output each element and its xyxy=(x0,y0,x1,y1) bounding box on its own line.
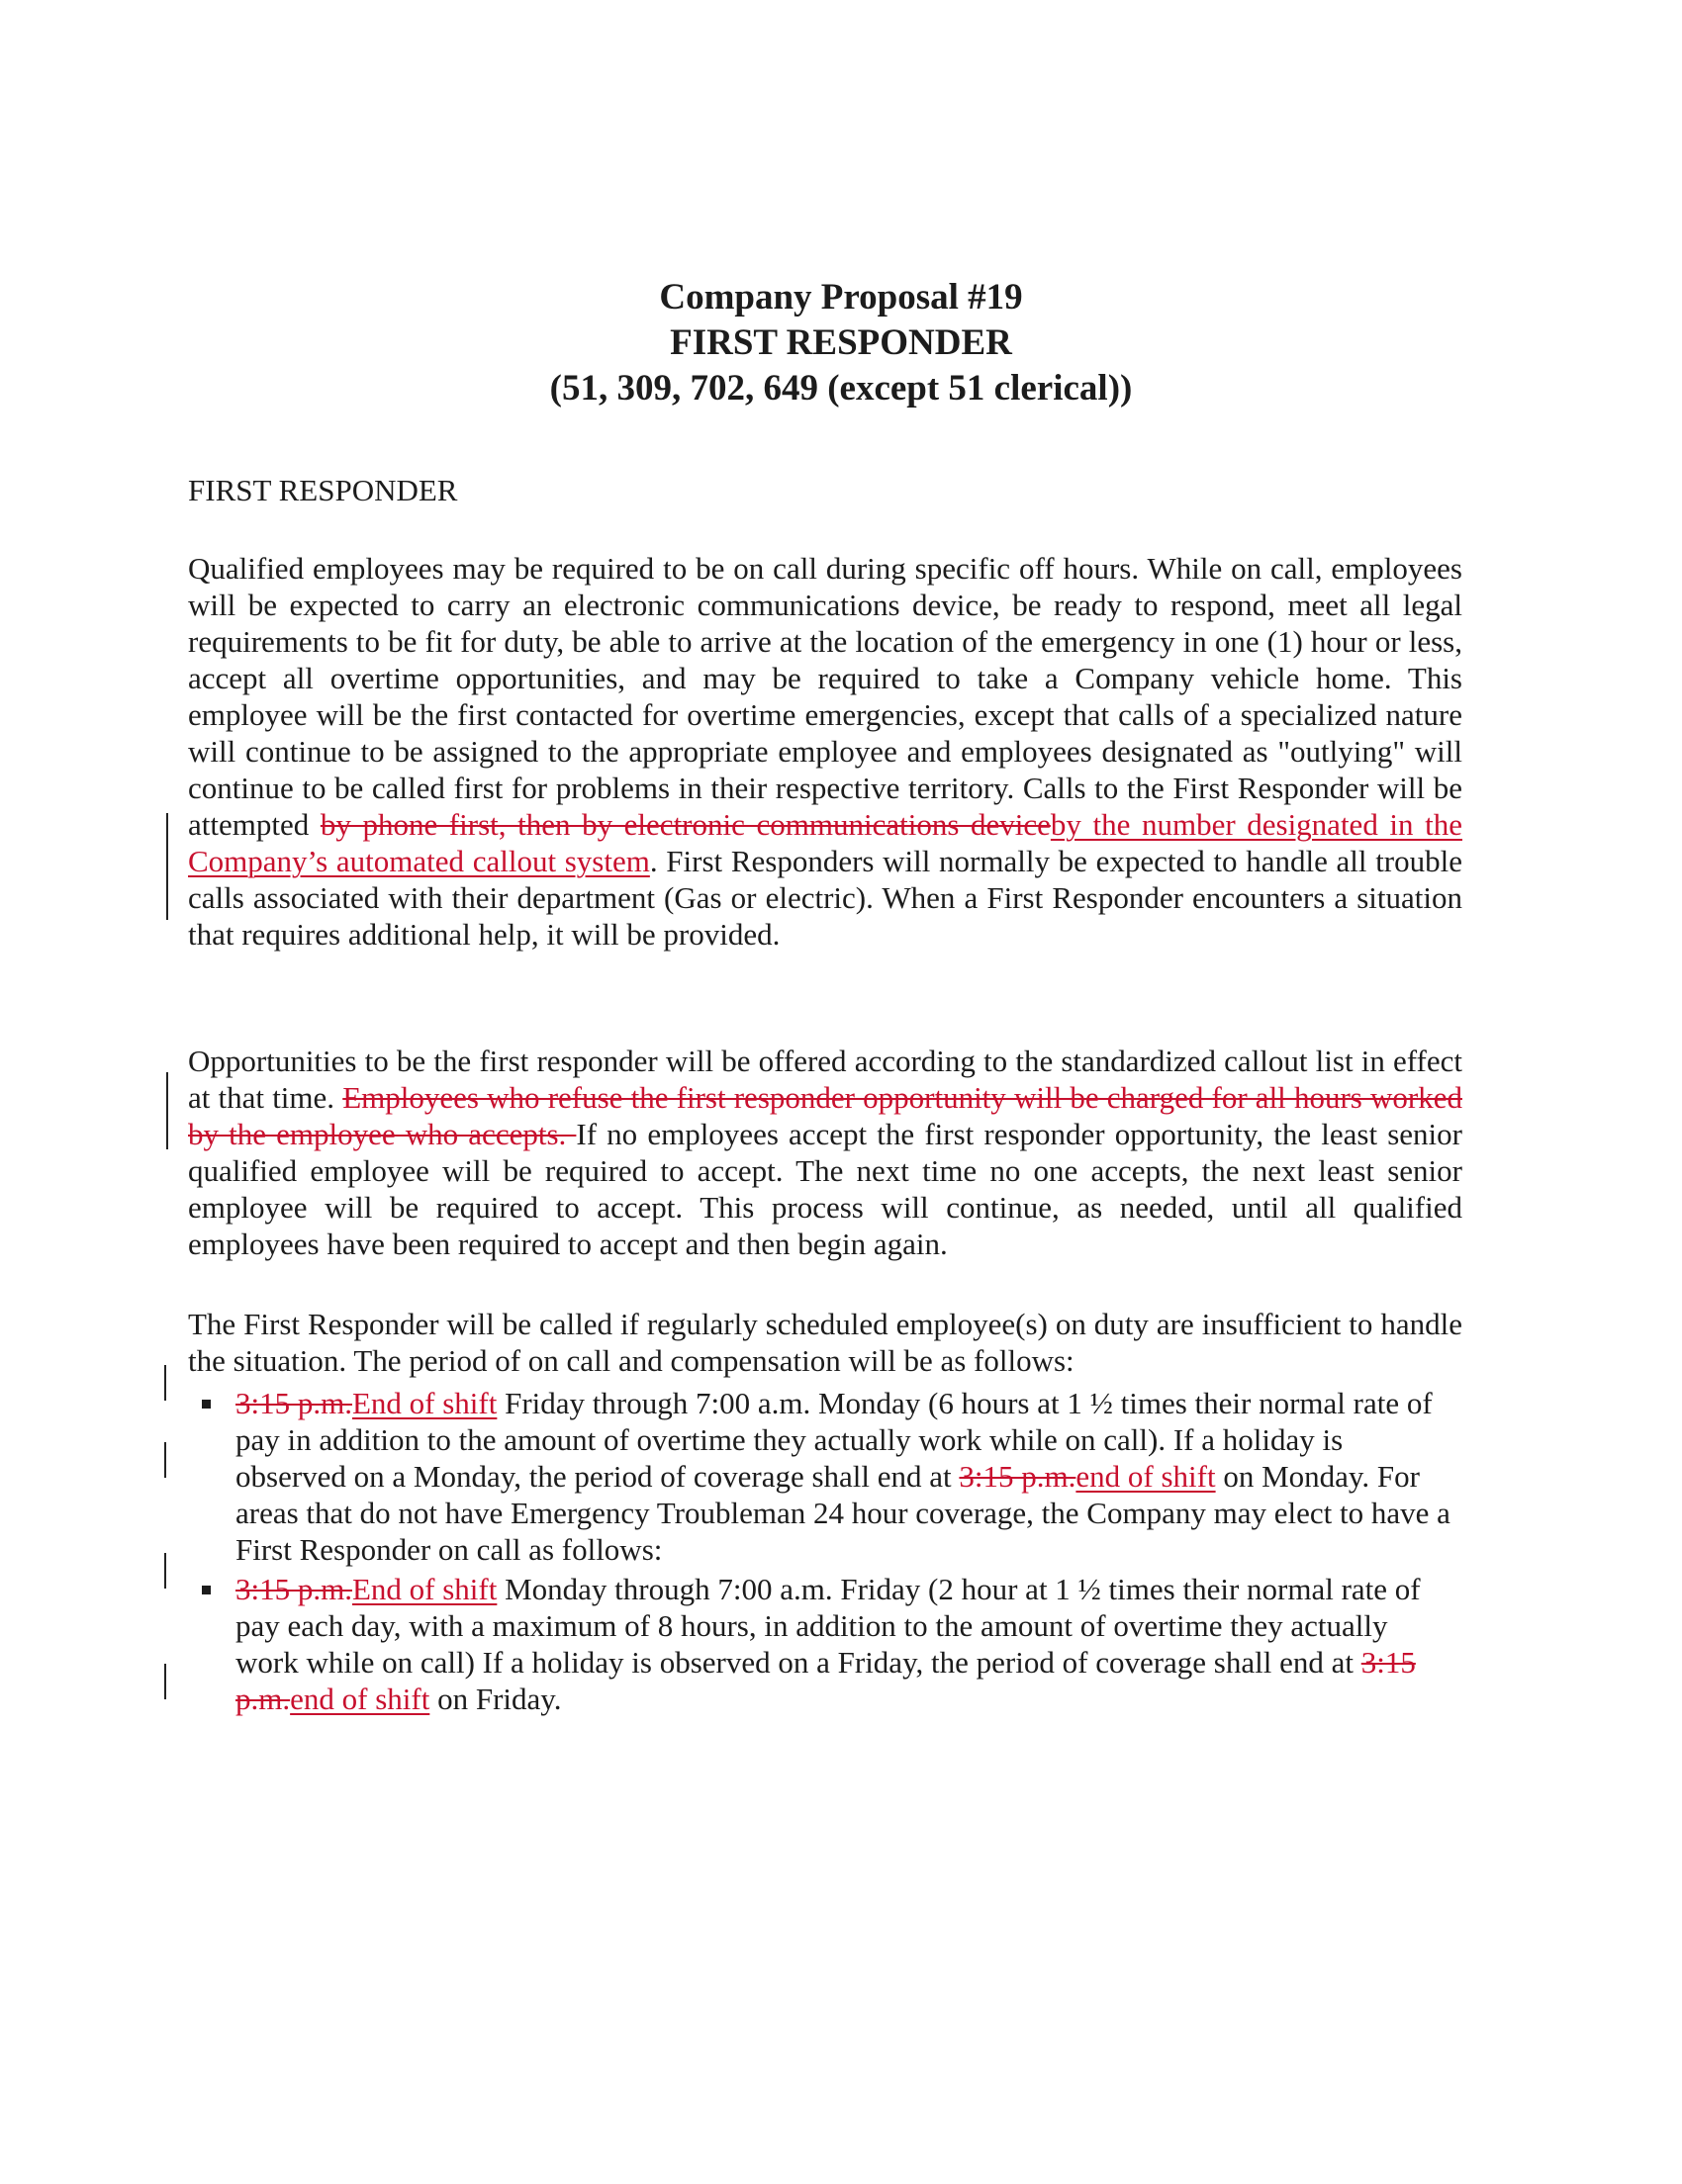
deleted-text: 3:15 p.m. xyxy=(235,1386,352,1420)
paragraph-compensation: The First Responder will be called if regularly scheduled employee(s) on duty are insufficient to handle the situation. The period of on call and compensation will be as follows: xyxy=(188,1307,1462,1378)
change-bar xyxy=(164,1442,166,1478)
inserted-text: end of shift xyxy=(1075,1459,1216,1494)
inserted-text: End of shift xyxy=(351,1386,498,1420)
bullet-weekend-coverage xyxy=(235,1385,1454,1568)
bullet-marker-icon xyxy=(202,1586,211,1594)
paragraph-on-call-requirements xyxy=(188,550,1462,953)
deleted-text: 3:15 p.m. xyxy=(235,1572,352,1606)
change-bar xyxy=(164,1553,166,1589)
inserted-text: by the number designated in the Company’s automated callout system xyxy=(188,807,1463,878)
deleted-text: Employees who refuse the first responder opportunity will be charged for all hours worked by the employee who accepts. xyxy=(188,1080,1462,1151)
title-line-1: Company Proposal #19 xyxy=(659,277,1023,318)
change-bar xyxy=(166,813,168,920)
paragraph-text: Opportunities to be the first responder will be offered according to the standardized callout list in effect at that time. xyxy=(188,1044,1462,1115)
deleted-text: 3:15 p.m. xyxy=(235,1645,1416,1716)
bullet-text: Monday through 7:00 a.m. Friday (2 hour at 1 ½ times their normal rate of pay each day, with a maximum of 8 hours, in addition to the amount of overtime they actually work while on call) If a holiday is observed on a Friday, the period of coverage shall end at xyxy=(235,1572,1421,1680)
paragraph-text: Qualified employees may be required to be on call during specific off hours. While on call, employees will be expected to carry an electronic communications device, be ready to respond, meet all legal requirements to be fit for duty, be able to arrive at the location of the emergency in one (1) hour or less, accept all overtime opportunities, and may be required to take a Company vehicle home. This employee will be the first contacted for overtime emergencies, except that calls of a specialized nature will continue to be assigned to the appropriate employee and employees designated as "outlying" will continue to be called first for problems in their respective territory. Calls to the First Responder will be attempted xyxy=(188,551,1462,842)
bullet-text: on Friday. xyxy=(429,1682,562,1716)
change-bar xyxy=(164,1664,166,1699)
bullet-marker-icon xyxy=(202,1400,211,1409)
change-bar xyxy=(166,1072,168,1149)
inserted-text: end of shift xyxy=(290,1682,430,1716)
change-bar xyxy=(164,1365,166,1401)
bullet-text: on Monday. For areas that do not have Emergency Troubleman 24 hour coverage, the Company may elect to have a First Responder on call as follows: xyxy=(235,1459,1450,1567)
deleted-text: 3:15 p.m. xyxy=(959,1459,1076,1494)
bullet-list xyxy=(235,1385,1454,1568)
paragraph-text: . First Responders will normally be expected to handle all trouble calls associated with their department (Gas or electric). When a First Responder encounters a situation that requires additional help, it will be provided. xyxy=(188,844,1463,952)
bullet-weekday-coverage xyxy=(235,1571,1454,1717)
paragraph-callout-list xyxy=(188,1043,1462,1262)
bullet-text: Friday through 7:00 a.m. Monday (6 hours at 1 ½ times their normal rate of pay in addition to the amount of overtime they actually work while on call). If a holiday is observed on a Monday, the period of coverage shall end at xyxy=(235,1386,1433,1494)
inserted-text: End of shift xyxy=(351,1572,498,1606)
section-heading: FIRST RESPONDER xyxy=(188,473,458,507)
document-title xyxy=(297,275,1385,411)
deleted-text: by phone first, then by electronic communications device xyxy=(320,807,1051,842)
title-line-3: (51, 309, 702, 649 (except 51 clerical)) xyxy=(549,368,1133,409)
paragraph-text: If no employees accept the first responder opportunity, the least senior qualified employee will be required to accept. The next time no one accepts, the next least senior employee will be required to accept. This process will continue, as needed, until all qualified employees have been required to accept and then begin again. xyxy=(188,1117,1462,1261)
title-line-2: FIRST RESPONDER xyxy=(670,322,1012,363)
bullet-list xyxy=(235,1571,1454,1717)
